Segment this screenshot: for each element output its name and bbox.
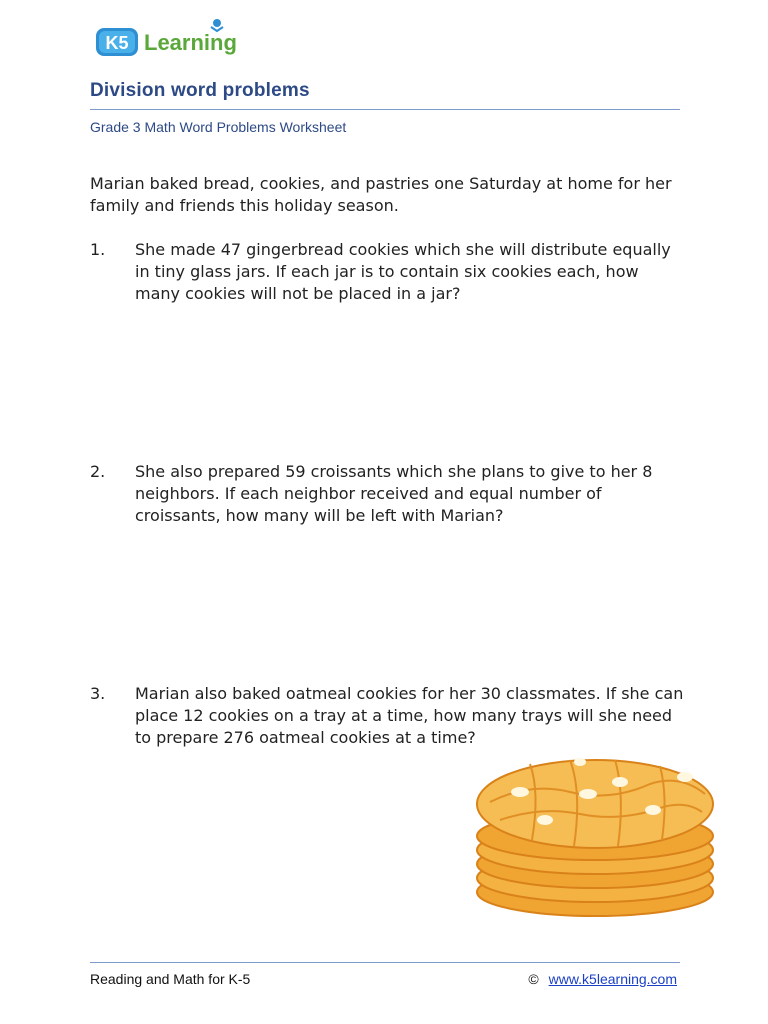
logo-name-text: Learning [144, 30, 237, 55]
logo-badge-text: K5 [105, 33, 129, 53]
footer-divider [90, 962, 680, 963]
problem-text: She also prepared 59 croissants which she plans to give to her 8 neighbors. If each neighbor received and equal number of croissants, how many will be left with Marian? [135, 462, 653, 525]
page-title: Division word problems [90, 80, 310, 101]
k5-learning-logo [94, 16, 264, 64]
footer-tagline: Reading and Math for K-5 [90, 971, 251, 987]
copyright-symbol: © [528, 971, 539, 987]
problem-number: 1. [90, 240, 106, 259]
logo-figure-icon [213, 19, 221, 27]
problem-number: 3. [90, 684, 106, 703]
problem-text: She made 47 gingerbread cookies which she will distribute equally in tiny glass jars. If each jar is to contain six cookies each, how many cookies will not be placed in a jar? [135, 240, 671, 303]
problem-text: Marian also baked oatmeal cookies for her 30 classmates. If she can place 12 cookies on a tray at a time, how many trays will she need to prepare 276 oatmeal cookies at a time? [135, 684, 684, 747]
intro-paragraph: Marian baked bread, cookies, and pastries one Saturday at home for her family and friends this holiday season. [90, 174, 672, 215]
cookie-stack-illustration [470, 752, 720, 922]
footer-credit [528, 971, 677, 987]
website-link[interactable]: www.k5learning.com [548, 971, 677, 987]
page-subtitle: Grade 3 Math Word Problems Worksheet [90, 119, 347, 135]
problem-number: 2. [90, 462, 106, 481]
header-divider [90, 109, 680, 110]
